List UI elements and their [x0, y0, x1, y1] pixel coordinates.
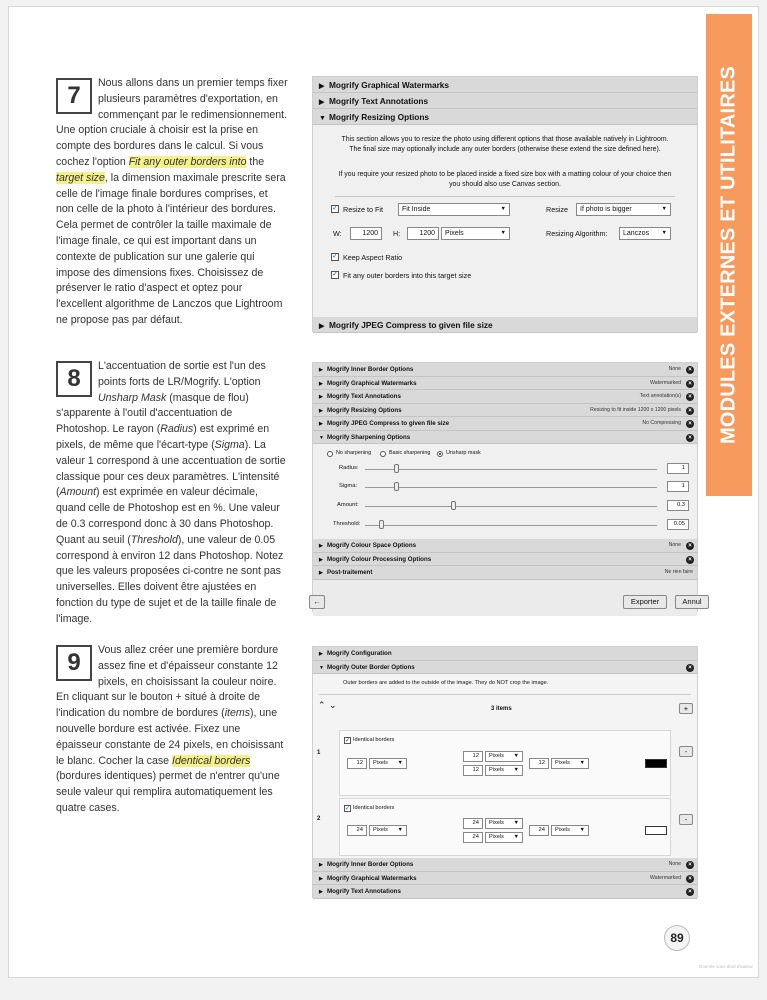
step-7-part: the: [246, 155, 265, 168]
amount-label: Amount:: [337, 502, 359, 508]
expand-triangle-icon: ▶: [319, 889, 323, 895]
expand-triangle-icon: ▶: [319, 83, 325, 90]
section-status: None: [668, 366, 681, 372]
threshold-input[interactable]: 0.05: [667, 519, 689, 530]
section-label: Mogrify Text Annotations: [327, 888, 401, 895]
step-9-part: (bordures identiques) permet de n'entrer qu'une seule valeur qui remplira automatiquement les quatre cases.: [56, 770, 280, 814]
section-row-sharpening[interactable]: [313, 431, 697, 445]
remove-border-1-button[interactable]: -: [679, 746, 693, 757]
border-top-input[interactable]: 12: [463, 751, 483, 762]
close-icon[interactable]: ×: [686, 434, 694, 442]
divider: [335, 196, 675, 197]
step-9-part: Vous allez créer une première bordure assez fine et d'épaisseur constante 12 pixels, en choisissant la couleur noire. En cliquant sur le bouton + situé à droite de l'indication du nombre de bordures (: [56, 644, 279, 720]
algorithm-label: Resizing Algorithm:: [546, 229, 608, 238]
section-label: Mogrify Resizing Options: [329, 112, 430, 122]
amount-input[interactable]: 0.3: [667, 500, 689, 511]
height-input[interactable]: 1200: [407, 227, 439, 240]
expand-triangle-icon: ▶: [319, 394, 323, 400]
step-number: 7: [56, 78, 92, 114]
fit-mode-select[interactable]: Fit Inside ▼: [398, 203, 510, 216]
section-row-text-annotations[interactable]: [313, 390, 697, 404]
copyright-notice: Donnée sous droit d'auteur: [699, 964, 753, 969]
radius-slider-track[interactable]: [365, 469, 657, 470]
close-icon[interactable]: ×: [686, 407, 694, 415]
threshold-label: Threshold:: [333, 521, 361, 527]
section-label: Mogrify Inner Border Options: [327, 366, 414, 373]
algorithm-select[interactable]: Lanczos ▼: [619, 227, 671, 240]
close-icon[interactable]: ×: [686, 875, 694, 883]
sharpening-options-screenshot: [312, 362, 702, 612]
step-8-part: ) est exprimé en pixels, de même que l'écart-type (: [56, 423, 270, 451]
sigma-slider-thumb[interactable]: [394, 482, 399, 491]
section-label: Mogrify Graphical Watermarks: [329, 80, 450, 90]
border-right-input[interactable]: 24: [529, 825, 549, 836]
section-row-watermarks[interactable]: [313, 872, 697, 886]
border-top-unit[interactable]: Pixels ▼: [485, 818, 523, 829]
step-8-text: [56, 359, 288, 628]
border-left-unit[interactable]: Pixels ▼: [369, 758, 407, 769]
border-top-unit[interactable]: Pixels ▼: [485, 751, 523, 762]
resizing-options-screenshot: [312, 76, 698, 332]
section-row-configuration[interactable]: [313, 647, 697, 661]
step-number: 9: [56, 645, 92, 681]
radio-label: Unsharp mask: [446, 450, 481, 456]
border-1-color-swatch[interactable]: [645, 759, 667, 768]
step-number: 8: [56, 361, 92, 397]
section-label: Mogrify Resizing Options: [327, 406, 402, 414]
collapse-triangle-icon: ▼: [319, 664, 324, 671]
items-count: 3 items: [491, 706, 512, 712]
radius-input[interactable]: 1: [667, 463, 689, 474]
radio-label: Basic sharpening: [389, 450, 431, 456]
section-label: Mogrify Text Annotations: [329, 96, 429, 106]
chevron-down-icon[interactable]: ⌄: [329, 700, 337, 710]
section-row-inner-border[interactable]: [313, 858, 697, 872]
border-right-unit[interactable]: Pixels ▼: [551, 825, 589, 836]
section-label: Mogrify Graphical Watermarks: [327, 379, 417, 387]
close-icon[interactable]: ×: [686, 420, 694, 428]
section-row-colour-space[interactable]: [313, 539, 697, 553]
height-label: H:: [393, 229, 401, 238]
expand-triangle-icon: ▶: [319, 556, 323, 563]
fit-borders-checkbox[interactable]: ✓: [332, 271, 338, 278]
section-status: None: [668, 861, 681, 867]
border-bottom-unit[interactable]: Pixels ▼: [485, 765, 523, 776]
export-button[interactable]: Exporter: [623, 595, 667, 609]
section-label: Post-traitement: [327, 569, 373, 576]
expand-triangle-icon: ▶: [319, 875, 323, 882]
expand-triangle-icon: ▶: [319, 367, 323, 373]
section-label: Mogrify JPEG Compress to given file size: [329, 320, 493, 330]
resize-to-fit-checkbox[interactable]: ✓: [332, 205, 338, 212]
close-icon[interactable]: ×: [686, 393, 694, 401]
border-top-input[interactable]: 24: [463, 818, 483, 829]
section-status: Watermarked: [650, 379, 681, 386]
threshold-slider-thumb[interactable]: [379, 520, 384, 529]
radio-unsharp-mask[interactable]: [437, 451, 443, 457]
step-8-part: (masque de flou) s'apparente à l'outil d'accentuation de Photoshop. Le rayon (: [56, 391, 249, 436]
identical-borders-label: Identical borders: [353, 805, 395, 811]
border-index: 2: [317, 816, 321, 822]
section-status: Watermarked: [650, 874, 681, 881]
section-row-watermarks[interactable]: [313, 377, 697, 391]
close-icon[interactable]: ×: [686, 664, 694, 672]
section-label: Mogrify Colour Space Options: [327, 542, 417, 549]
border-index: 1: [317, 750, 321, 756]
threshold-slider-track[interactable]: [365, 525, 657, 526]
step-8-part: ), une valeur de 0.05 correspond à environ 12 dans Photoshop. Notez que les valeurs proposées ci-contre ne sont pas universelles. Elles doivent être ajustées en fonction du type de sujet et de la taille finale de l'image.: [56, 533, 284, 625]
border-2-color-swatch[interactable]: [645, 826, 667, 835]
radius-slider-thumb[interactable]: [394, 464, 399, 473]
remove-border-2-button[interactable]: -: [679, 814, 693, 825]
section-row-post-processing[interactable]: [313, 566, 697, 580]
close-icon[interactable]: ×: [686, 556, 694, 564]
sigma-input[interactable]: 1: [667, 481, 689, 492]
term: Radius: [160, 423, 194, 436]
section-label: Mogrify Outer Border Options: [327, 663, 415, 671]
page-number: 89: [664, 925, 690, 951]
highlighted-term: Fit any outer borders into: [128, 155, 247, 168]
resize-label: Resize: [546, 205, 568, 214]
cancel-button[interactable]: Annul: [675, 595, 709, 609]
step-7-part: , la dimension maximale prescrite sera celle de l'image finale bordures comprises, et non celle de la photo à l'intérieur des bordures. Cela permet de contrôler la taille maximale de l'image finale, ce qui est important dans un contexte de publication sur une galerie qui impose des dimensions fixes. Choisissez de préserver le ratio d'aspect et optez pour l'excellent algorithme de Lanczos que Lightroom ne propose pas par défaut.: [56, 171, 286, 326]
section-row-text-annotations[interactable]: [313, 93, 697, 109]
term: Amount: [59, 486, 97, 499]
step-8-part: ). La valeur 1 correspond à une accentuation de sortie classique pour ces deux paramètres. L'intensité (: [56, 438, 286, 499]
resizing-info-canvas: If you require your resized photo to be placed inside a fixed size box with a matting colour of your choice then you should also use Canvas section.: [338, 171, 672, 188]
collapse-triangle-icon: ▼: [319, 115, 326, 122]
section-status: Text annotation(s): [639, 393, 681, 399]
border-left-input[interactable]: 24: [347, 825, 367, 836]
section-row-outer-border[interactable]: [313, 661, 697, 675]
sigma-slider-track[interactable]: [365, 487, 657, 488]
amount-slider-thumb[interactable]: [451, 501, 456, 510]
section-status: None: [668, 542, 681, 548]
close-icon[interactable]: ×: [686, 380, 694, 388]
expand-triangle-icon: ▶: [319, 543, 323, 549]
expand-triangle-icon: ▶: [319, 380, 323, 387]
section-label: Mogrify Inner Border Options: [327, 861, 414, 868]
close-icon[interactable]: ×: [686, 366, 694, 374]
keep-aspect-checkbox[interactable]: ✓: [332, 253, 338, 260]
expand-triangle-icon: ▶: [319, 651, 323, 657]
term: Sigma: [214, 438, 245, 451]
keep-aspect-label: Keep Aspect Ratio: [343, 253, 403, 262]
term: items: [224, 707, 250, 720]
step-7-part: Nous allons dans un premier temps fixer plusieurs paramètres d'exportation, en commençant par le redimensionnement. Une option cruciale à choisir est la prise en compte des bordures dans le calcul. Si vous cochez l'option: [56, 77, 288, 168]
step-9-text: [56, 643, 288, 817]
expand-triangle-icon: ▶: [319, 407, 323, 414]
section-row-inner-border[interactable]: [313, 363, 697, 377]
chapter-side-tab: [706, 14, 752, 496]
identical-borders-checkbox[interactable]: ✓: [345, 806, 351, 812]
radio-no-sharpening[interactable]: [327, 451, 333, 457]
section-label: Mogrify Sharpening Options: [327, 433, 411, 441]
chevron-up-icon[interactable]: ⌃: [318, 700, 326, 710]
identical-borders-label: Identical borders: [353, 737, 395, 743]
section-status: No Compressing: [642, 420, 681, 426]
identical-borders-checkbox[interactable]: ✓: [345, 738, 351, 744]
width-label: W:: [333, 229, 342, 238]
border-bottom-unit[interactable]: Pixels ▼: [485, 832, 523, 843]
resizing-info: This section allows you to resize the photo using different options that those available natively in Lightroom. The final size may optionally include any outer borders (otherwise these extend the size defined here).: [341, 136, 669, 153]
section-label: Mogrify JPEG Compress to given file size: [327, 420, 450, 427]
back-button[interactable]: ←: [309, 595, 325, 609]
section-row-watermarks[interactable]: [313, 77, 697, 93]
width-input[interactable]: 1200: [350, 227, 382, 240]
section-label: Mogrify Configuration: [327, 650, 392, 657]
close-icon[interactable]: ×: [686, 888, 694, 896]
border-right-input[interactable]: 12: [529, 758, 549, 769]
expand-triangle-icon: ▶: [319, 323, 325, 330]
resize-condition-select[interactable]: If photo is bigger ▼: [576, 203, 671, 216]
resize-to-fit-label: Resize to Fit: [343, 205, 383, 214]
radio-label: No sharpening: [336, 450, 372, 456]
section-row-colour-processing[interactable]: [313, 553, 697, 567]
section-label: Mogrify Graphical Watermarks: [327, 874, 417, 882]
size-unit-select[interactable]: Pixels ▼: [441, 227, 510, 240]
step-9-part: ), une nouvelle bordure est activée. Fixez une épaisseur constante de 24 pixels, en choisissant le blanc. Cocher la case: [56, 707, 284, 767]
step-8-part: ) est exprimée en valeur décimale, quand celle de Photoshop est en %. Une valeur de 0.3 correspond donc à 30 dans Photoshop. Quant au seuil (: [56, 486, 280, 546]
section-label: Mogrify Colour Processing Options: [327, 555, 432, 563]
radio-basic-sharpening[interactable]: [380, 451, 386, 457]
step-7-text: [56, 76, 288, 329]
section-row-text-annotations[interactable]: [313, 885, 697, 899]
sigma-label: Sigma:: [339, 483, 358, 489]
expand-triangle-icon: ▶: [319, 570, 323, 576]
add-border-button[interactable]: +: [679, 703, 693, 714]
term: Threshold: [130, 533, 178, 546]
expand-triangle-icon: ▶: [319, 862, 323, 868]
outer-border-info: Outer borders are added to the outside of the image. They do NOT crop the image.: [343, 680, 549, 686]
close-icon[interactable]: ×: [686, 861, 694, 869]
term: Unsharp Mask: [98, 391, 167, 404]
divider: [319, 694, 691, 695]
radius-label: Radius:: [339, 465, 359, 471]
section-status: Ne rien faire: [664, 569, 693, 575]
highlighted-term: Identical borders: [172, 754, 251, 767]
step-8-part: L'accentuation de sortie est l'un des points forts de LR/Mogrify. L'option: [98, 360, 266, 388]
close-icon[interactable]: ×: [686, 542, 694, 550]
border-bottom-input[interactable]: 12: [463, 765, 483, 776]
border-left-unit[interactable]: Pixels ▼: [369, 825, 407, 836]
section-row-resizing[interactable]: [313, 109, 697, 125]
section-label: Mogrify Text Annotations: [327, 393, 401, 400]
expand-triangle-icon: ▶: [319, 421, 323, 427]
section-row-resizing[interactable]: [313, 404, 697, 418]
chapter-title: MODULES EXTERNES ET UTILITAIRES: [717, 65, 740, 445]
fit-borders-label: Fit any outer borders into this target size: [343, 271, 472, 280]
collapse-triangle-icon: ▼: [319, 434, 324, 441]
border-left-input[interactable]: 12: [347, 758, 367, 769]
section-row-jpeg-compress[interactable]: [313, 417, 697, 431]
border-bottom-input[interactable]: 24: [463, 832, 483, 843]
outer-border-options-screenshot: [312, 646, 698, 898]
section-status: Resizing to fit inside 1200 x 1200 pixels: [590, 406, 681, 413]
amount-slider-track[interactable]: [365, 506, 657, 507]
highlighted-term: target size: [56, 171, 105, 184]
section-row-jpeg-compress[interactable]: [313, 317, 697, 333]
expand-triangle-icon: ▶: [319, 99, 325, 106]
border-right-unit[interactable]: Pixels ▼: [551, 758, 589, 769]
